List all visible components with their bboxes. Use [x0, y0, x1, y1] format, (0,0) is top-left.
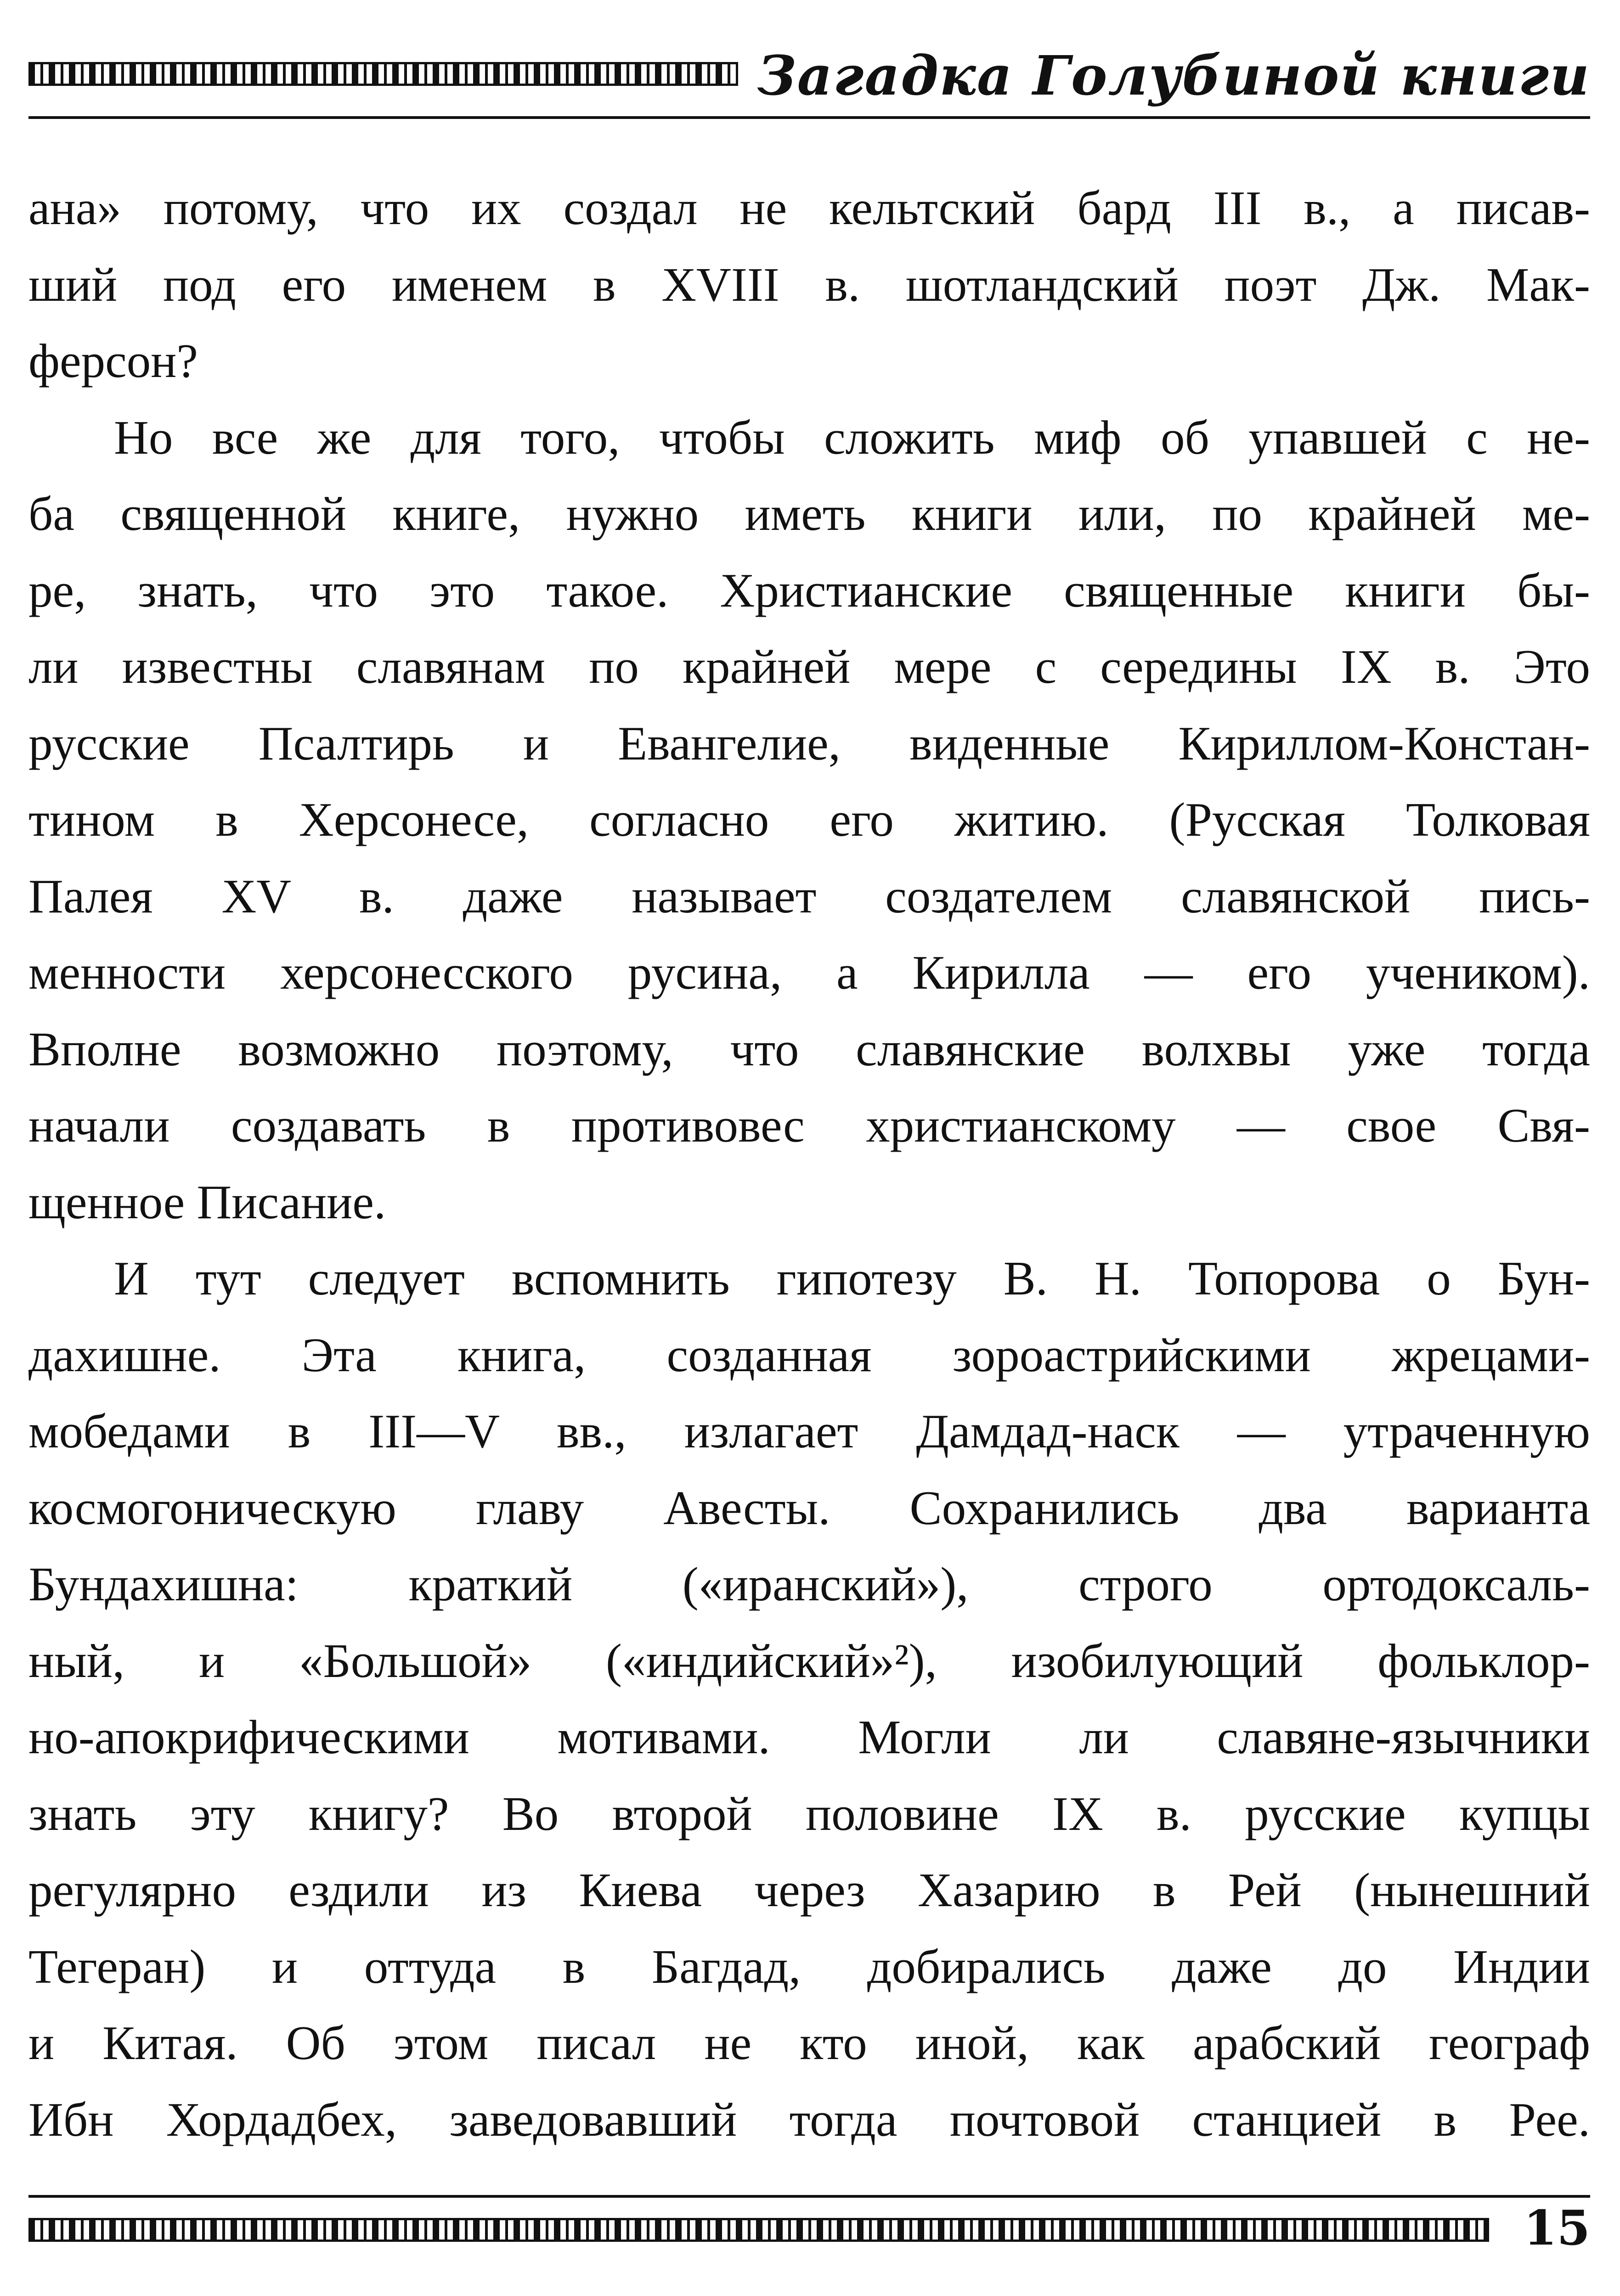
text-line: ба священной книге, нужно иметь книги или, по крайней ме-: [28, 487, 1590, 540]
text-line: ший под его именем в XVIII в. шотландский поэт Дж. Мак-: [28, 257, 1590, 311]
text-line: ферсон?: [28, 334, 198, 388]
running-title: Загадка Голубиной книги: [757, 44, 1590, 107]
text-line: Ибн Хордадбех, заведовавший тогда почтовой станцией в Рее.: [28, 2092, 1590, 2146]
body-text: [28, 170, 1590, 2158]
text-line: щенное Писание.: [28, 1175, 386, 1229]
text-line: знать эту книгу? Во второй половине IX в. русские купцы: [28, 1786, 1590, 1840]
footer-rule: [28, 2195, 1590, 2198]
text-line: начали создавать в противовес христианскому — свое Свя-: [28, 1098, 1590, 1152]
text-line: Но все же для того, чтобы сложить миф об упавшей с не-: [114, 410, 1590, 464]
header-ornament: [28, 62, 738, 86]
page-header: [28, 39, 1590, 122]
text-line: ре, знать, что это такое. Христианские священные книги бы-: [28, 563, 1590, 617]
text-line: космогоническую главу Авесты. Сохранились два варианта: [28, 1480, 1590, 1535]
text-line: дахишне. Эта книга, созданная зороастрийскими жрецами-: [28, 1328, 1590, 1382]
text-line: ана» потому, что их создал не кельтский бард III в., а писав-: [28, 181, 1590, 235]
text-line: ный, и «Большой» («индийский»²), изобилующий фольклор-: [28, 1633, 1590, 1688]
text-line: Бундахишна: краткий («иранский»), строго ортодоксаль-: [28, 1557, 1590, 1611]
page-footer: [28, 2195, 1590, 2256]
text-line: но-апокрифическими мотивами. Могли ли славяне-язычники: [28, 1710, 1590, 1764]
text-line: Тегеран) и оттуда в Багдад, добирались даже до Индии: [28, 1939, 1590, 1993]
page-number: 15: [1524, 2200, 1590, 2256]
text-line: регулярно ездили из Киева через Хазарию в Рей (нынешний: [28, 1863, 1590, 1917]
text-line: русские Псалтирь и Евангелие, виденные Кириллом-Констан-: [28, 716, 1590, 770]
text-line: Палея XV в. даже называет создателем славянской пись-: [28, 869, 1590, 923]
text-line: ли известны славянам по крайней мере с середины IX в. Это: [28, 640, 1590, 693]
text-line: менности херсонесского русина, а Кирилла — его учеником).: [28, 945, 1590, 999]
text-line: И тут следует вспомнить гипотезу В. Н. Топорова о Бун-: [114, 1251, 1590, 1305]
header-rule: [28, 116, 1590, 119]
footer-ornament: [28, 2218, 1489, 2242]
text-line: Вполне возможно поэтому, что славянские волхвы уже тогда: [28, 1022, 1590, 1076]
text-line: и Китая. Об этом писал не кто иной, как арабский географ: [28, 2016, 1590, 2070]
text-line: тином в Херсонесе, согласно его житию. (Русская Толковая: [28, 793, 1590, 846]
text-line: мобедами в III—V вв., излагает Дамдад-наск — утраченную: [28, 1404, 1590, 1458]
